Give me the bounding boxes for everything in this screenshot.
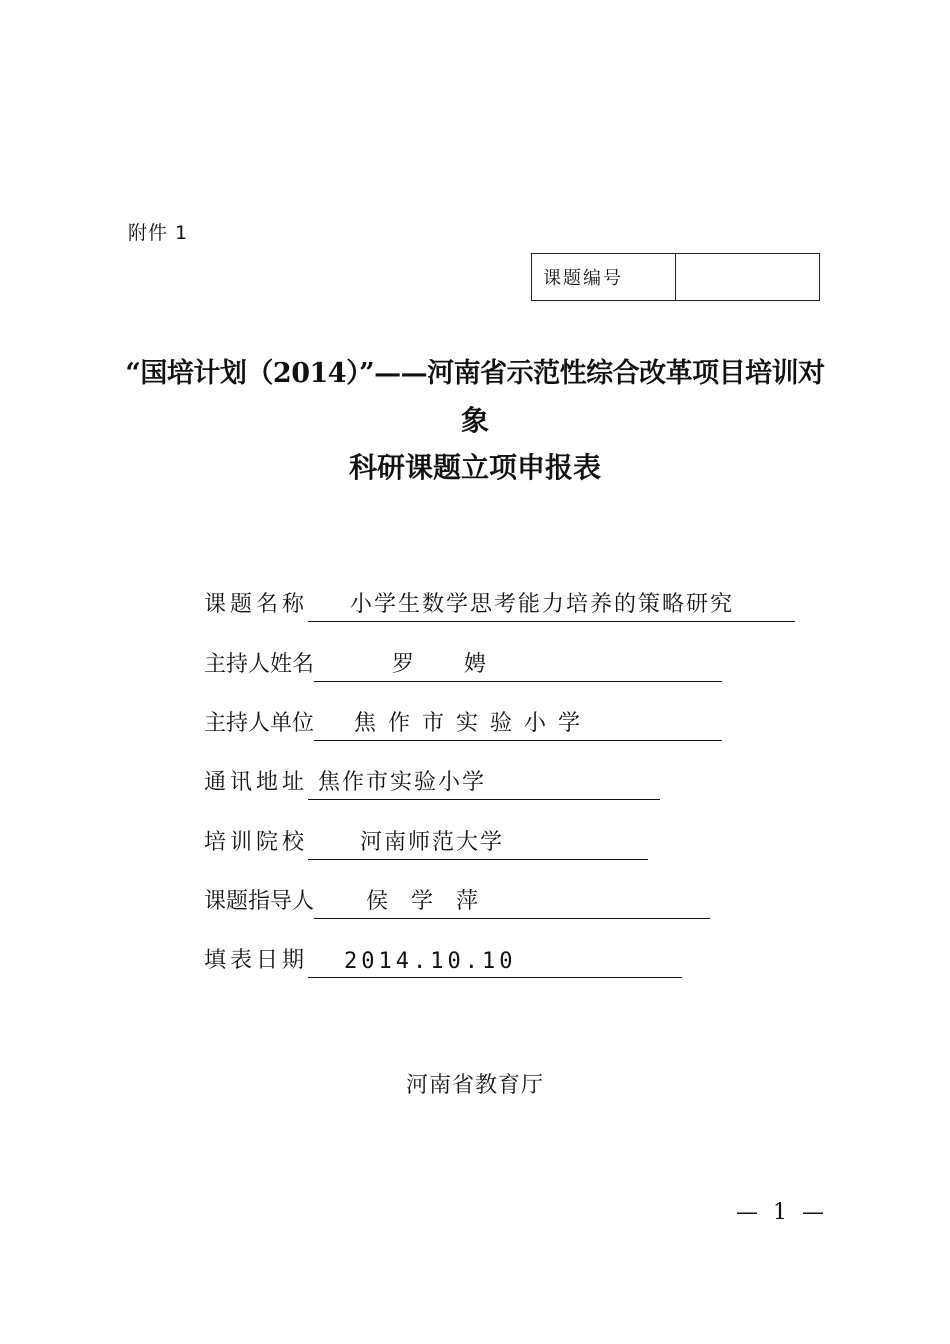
field-label: 培训院校 [204, 830, 309, 855]
project-code-label: 课题编号 [532, 254, 676, 300]
field-label: 填表日期 [204, 948, 309, 973]
field-label: 主持人姓名 [204, 652, 315, 677]
field-value: 小学生数学思考能力培养的策略研究 [308, 587, 795, 622]
document-title [100, 350, 850, 491]
title-line-3: 科研课题立项申报表 [348, 451, 601, 484]
field-value: 焦作市实验小学 [308, 765, 660, 800]
project-code-value [676, 254, 819, 300]
field-label: 课题指导人 [204, 889, 315, 914]
page-number: — 1 — [736, 1200, 828, 1225]
field-host-name [204, 650, 722, 682]
field-training-school [204, 828, 648, 860]
field-value: 侯 学 萍 [314, 884, 710, 919]
field-value: 焦作市实验小学 [314, 706, 722, 741]
field-value: 2014.10.10 [308, 949, 682, 978]
title-line-1: “国培计划（2014）”——河南省示范性综合改革项目培训对 [125, 358, 825, 389]
field-host-unit [204, 709, 722, 741]
field-project-name [204, 590, 795, 622]
field-label: 主持人单位 [204, 711, 315, 736]
field-advisor [204, 887, 710, 919]
project-code-table [531, 253, 820, 301]
field-value: 罗 娉 [314, 647, 722, 682]
field-label: 通讯地址 [204, 770, 309, 795]
title-line-2: 象 [460, 404, 489, 437]
field-label: 课题名称 [204, 592, 309, 617]
attachment-label: 附件 1 [128, 222, 189, 244]
field-address [204, 768, 660, 800]
issuer: 河南省教育厅 [405, 1073, 544, 1098]
field-fill-date [204, 946, 682, 978]
field-value: 河南师范大学 [308, 825, 648, 860]
